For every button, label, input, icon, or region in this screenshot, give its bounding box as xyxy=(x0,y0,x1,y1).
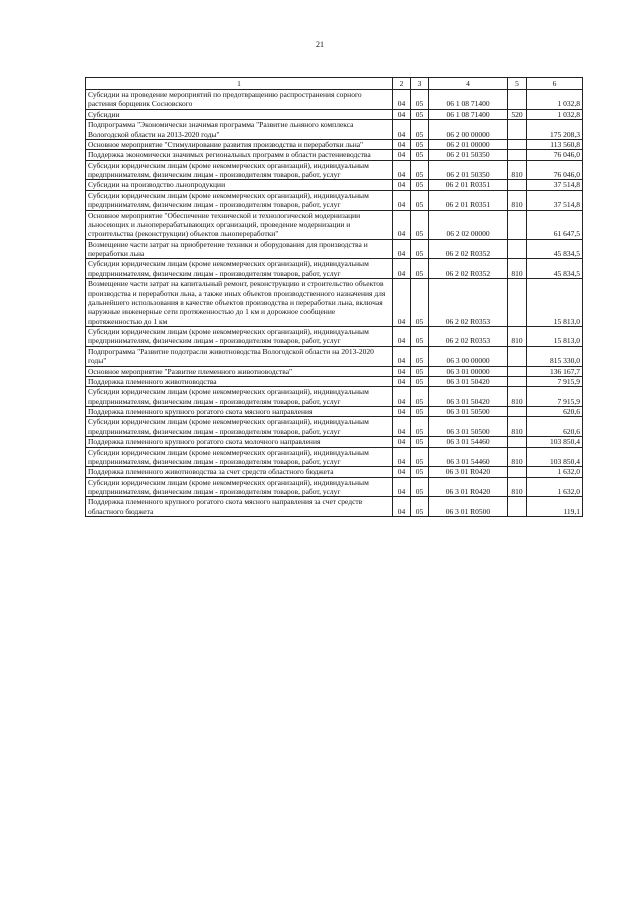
table-row xyxy=(86,139,583,149)
table-row xyxy=(86,210,583,239)
row-subsection-cell: 05 xyxy=(411,160,429,180)
row-subsection-cell: 05 xyxy=(411,120,429,140)
row-name-cell: Возмещение части затрат на капитальный ремонт, реконструкцию и строительство объектов производства и переработки льна, а также иных объектов производственного назначения для дальнейшего использования в качестве объектов производства и переработки льна, включая наружные инженерные сети протяженностью до 1 км и дорожное сообщение протяженностью до 1 км xyxy=(86,279,393,327)
row-name-cell: Подпрограмма "Развитие подотрасли животноводства Вологодской области на 2013-2020 годы" xyxy=(86,346,393,366)
table-row xyxy=(86,346,583,366)
row-target-code-cell: 06 3 01 50420 xyxy=(429,376,508,386)
row-target-code-cell: 06 2 02 00000 xyxy=(429,210,508,239)
budget-table-body xyxy=(86,78,583,517)
row-name-cell: Субсидии на производство льнопродукции xyxy=(86,180,393,190)
column-number-1: 1 xyxy=(86,78,393,90)
row-expense-type-cell: 810 xyxy=(508,447,527,467)
table-row xyxy=(86,407,583,417)
row-section-cell: 04 xyxy=(393,190,411,210)
row-amount-cell: 61 647,5 xyxy=(527,210,583,239)
row-subsection-cell: 05 xyxy=(411,139,429,149)
row-amount-cell: 1 032,8 xyxy=(527,90,583,110)
row-subsection-cell: 05 xyxy=(411,239,429,259)
row-expense-type-cell xyxy=(508,366,527,376)
row-subsection-cell: 05 xyxy=(411,477,429,497)
row-name-cell: Субсидии юридическим лицам (кроме некоммерческих организаций), индивидуальным предпринимателям, физическим лицам - производителям товаров, работ, услуг xyxy=(86,190,393,210)
row-name-cell: Основное мероприятие "Развитие племенного животноводства" xyxy=(86,366,393,376)
row-expense-type-cell xyxy=(508,407,527,417)
row-subsection-cell: 05 xyxy=(411,109,429,119)
row-amount-cell: 7 915,9 xyxy=(527,376,583,386)
row-expense-type-cell xyxy=(508,497,527,517)
row-section-cell: 04 xyxy=(393,387,411,407)
row-target-code-cell: 06 3 01 R0500 xyxy=(429,497,508,517)
column-number-row xyxy=(86,78,583,90)
row-name-cell: Субсидии юридическим лицам (кроме некоммерческих организаций), индивидуальным предпринимателям, физическим лицам - производителям товаров, работ, услуг xyxy=(86,327,393,347)
row-section-cell: 04 xyxy=(393,279,411,327)
row-amount-cell: 45 834,5 xyxy=(527,259,583,279)
row-name-cell: Субсидии юридическим лицам (кроме некоммерческих организаций), индивидуальным предпринимателям, физическим лицам - производителям товаров, работ, услуг xyxy=(86,477,393,497)
row-subsection-cell: 05 xyxy=(411,447,429,467)
row-name-cell: Поддержка экономически значимых региональных программ в области растениеводства xyxy=(86,150,393,160)
row-section-cell: 04 xyxy=(393,90,411,110)
table-row xyxy=(86,120,583,140)
row-target-code-cell: 06 2 02 R0353 xyxy=(429,327,508,347)
table-row xyxy=(86,327,583,347)
row-amount-cell: 103 850,4 xyxy=(527,437,583,447)
row-amount-cell: 815 330,0 xyxy=(527,346,583,366)
table-row xyxy=(86,239,583,259)
row-expense-type-cell: 810 xyxy=(508,387,527,407)
row-target-code-cell: 06 1 08 71400 xyxy=(429,90,508,110)
column-number-2: 2 xyxy=(393,78,411,90)
row-expense-type-cell xyxy=(508,437,527,447)
row-section-cell: 04 xyxy=(393,346,411,366)
row-target-code-cell: 06 2 02 R0352 xyxy=(429,239,508,259)
row-subsection-cell: 05 xyxy=(411,497,429,517)
row-subsection-cell: 05 xyxy=(411,150,429,160)
row-expense-type-cell: 810 xyxy=(508,259,527,279)
row-subsection-cell: 05 xyxy=(411,346,429,366)
table-row xyxy=(86,467,583,477)
column-number-6: 6 xyxy=(527,78,583,90)
row-name-cell: Субсидии юридическим лицам (кроме некоммерческих организаций), индивидуальным предпринимателям, физическим лицам - производителям товаров, работ, услуг xyxy=(86,417,393,437)
row-subsection-cell: 05 xyxy=(411,210,429,239)
row-section-cell: 04 xyxy=(393,210,411,239)
row-expense-type-cell xyxy=(508,346,527,366)
row-name-cell: Субсидии юридическим лицам (кроме некоммерческих организаций), индивидуальным предпринимателям, физическим лицам - производителям товаров, работ, услуг xyxy=(86,259,393,279)
row-amount-cell: 15 813,0 xyxy=(527,279,583,327)
row-name-cell: Основное мероприятие "Обеспечение технической и технологической модернизации льносеющих и льноперерабатывающих организаций, проведение модернизации и строительства (реконструкции) объектов льнопереработки" xyxy=(86,210,393,239)
row-target-code-cell: 06 3 01 50420 xyxy=(429,387,508,407)
row-subsection-cell: 05 xyxy=(411,387,429,407)
row-target-code-cell: 06 3 01 50500 xyxy=(429,417,508,437)
row-section-cell: 04 xyxy=(393,160,411,180)
row-name-cell: Субсидии юридическим лицам (кроме некоммерческих организаций), индивидуальным предпринимателям, физическим лицам - производителям товаров, работ, услуг xyxy=(86,160,393,180)
row-section-cell: 04 xyxy=(393,407,411,417)
row-name-cell: Поддержка племенного животноводства xyxy=(86,376,393,386)
row-target-code-cell: 06 3 01 00000 xyxy=(429,366,508,376)
row-amount-cell: 620,6 xyxy=(527,407,583,417)
row-target-code-cell: 06 2 02 R0353 xyxy=(429,279,508,327)
row-subsection-cell: 05 xyxy=(411,180,429,190)
table-row xyxy=(86,437,583,447)
row-amount-cell: 76 046,0 xyxy=(527,150,583,160)
row-section-cell: 04 xyxy=(393,497,411,517)
row-name-cell: Подпрограмма "Экономически значимая программа "Развитие льняного комплекса Вологодской области на 2013-2020 годы" xyxy=(86,120,393,140)
row-expense-type-cell xyxy=(508,139,527,149)
row-subsection-cell: 05 xyxy=(411,279,429,327)
row-name-cell: Субсидии xyxy=(86,109,393,119)
row-name-cell: Основное мероприятие "Стимулирование развития производства и переработки льна" xyxy=(86,139,393,149)
row-target-code-cell: 06 3 01 R0420 xyxy=(429,467,508,477)
table-row xyxy=(86,376,583,386)
row-subsection-cell: 05 xyxy=(411,90,429,110)
table-row xyxy=(86,417,583,437)
row-amount-cell: 103 850,4 xyxy=(527,447,583,467)
row-expense-type-cell xyxy=(508,376,527,386)
column-number-4: 4 xyxy=(429,78,508,90)
row-expense-type-cell xyxy=(508,90,527,110)
row-name-cell: Поддержка племенного крупного рогатого скота мясного направления за счет средств областного бюджета xyxy=(86,497,393,517)
row-subsection-cell: 05 xyxy=(411,437,429,447)
row-name-cell: Поддержка племенного животноводства за счет средств областного бюджета xyxy=(86,467,393,477)
row-target-code-cell: 06 3 01 54460 xyxy=(429,437,508,447)
row-section-cell: 04 xyxy=(393,109,411,119)
row-section-cell: 04 xyxy=(393,437,411,447)
row-subsection-cell: 05 xyxy=(411,259,429,279)
row-amount-cell: 45 834,5 xyxy=(527,239,583,259)
budget-table xyxy=(85,77,583,517)
row-section-cell: 04 xyxy=(393,139,411,149)
row-name-cell: Субсидии юридическим лицам (кроме некоммерческих организаций), индивидуальным предпринимателям, физическим лицам - производителям товаров, работ, услуг xyxy=(86,387,393,407)
table-row xyxy=(86,109,583,119)
row-section-cell: 04 xyxy=(393,467,411,477)
row-subsection-cell: 05 xyxy=(411,327,429,347)
table-row xyxy=(86,150,583,160)
row-subsection-cell: 05 xyxy=(411,376,429,386)
row-section-cell: 04 xyxy=(393,180,411,190)
row-target-code-cell: 06 3 00 00000 xyxy=(429,346,508,366)
row-amount-cell: 37 514,8 xyxy=(527,180,583,190)
row-name-cell: Поддержка племенного крупного рогатого скота молочного направления xyxy=(86,437,393,447)
row-amount-cell: 136 167,7 xyxy=(527,366,583,376)
row-section-cell: 04 xyxy=(393,239,411,259)
row-amount-cell: 37 514,8 xyxy=(527,190,583,210)
row-amount-cell: 119,1 xyxy=(527,497,583,517)
table-row xyxy=(86,366,583,376)
table-row xyxy=(86,180,583,190)
row-amount-cell: 175 208,3 xyxy=(527,120,583,140)
table-row xyxy=(86,497,583,517)
row-amount-cell: 76 046,0 xyxy=(527,160,583,180)
row-expense-type-cell xyxy=(508,279,527,327)
row-target-code-cell: 06 2 02 R0352 xyxy=(429,259,508,279)
row-expense-type-cell: 810 xyxy=(508,417,527,437)
row-expense-type-cell xyxy=(508,120,527,140)
row-expense-type-cell xyxy=(508,239,527,259)
row-amount-cell: 620,6 xyxy=(527,417,583,437)
row-expense-type-cell: 520 xyxy=(508,109,527,119)
row-expense-type-cell xyxy=(508,150,527,160)
table-row xyxy=(86,447,583,467)
row-expense-type-cell: 810 xyxy=(508,160,527,180)
row-subsection-cell: 05 xyxy=(411,366,429,376)
row-target-code-cell: 06 3 01 R0420 xyxy=(429,477,508,497)
row-section-cell: 04 xyxy=(393,477,411,497)
page-number: 21 xyxy=(316,40,324,49)
row-amount-cell: 7 915,9 xyxy=(527,387,583,407)
table-row xyxy=(86,90,583,110)
row-subsection-cell: 05 xyxy=(411,467,429,477)
row-target-code-cell: 06 2 01 R0351 xyxy=(429,180,508,190)
row-amount-cell: 1 632,0 xyxy=(527,477,583,497)
row-expense-type-cell: 810 xyxy=(508,477,527,497)
table-row xyxy=(86,279,583,327)
table-row xyxy=(86,259,583,279)
row-subsection-cell: 05 xyxy=(411,407,429,417)
row-name-cell: Поддержка племенного крупного рогатого скота мясного направления xyxy=(86,407,393,417)
row-section-cell: 04 xyxy=(393,366,411,376)
row-name-cell: Субсидии юридическим лицам (кроме некоммерческих организаций), индивидуальным предпринимателям, физическим лицам - производителям товаров, работ, услуг xyxy=(86,447,393,467)
row-expense-type-cell xyxy=(508,180,527,190)
row-target-code-cell: 06 3 01 54460 xyxy=(429,447,508,467)
column-number-3: 3 xyxy=(411,78,429,90)
row-expense-type-cell xyxy=(508,467,527,477)
row-name-cell: Субсидии на проведение мероприятий по предотвращению распространения сорного растения борщевик Сосновского xyxy=(86,90,393,110)
row-amount-cell: 113 560,8 xyxy=(527,139,583,149)
row-section-cell: 04 xyxy=(393,120,411,140)
row-section-cell: 04 xyxy=(393,259,411,279)
table-row xyxy=(86,190,583,210)
row-section-cell: 04 xyxy=(393,447,411,467)
row-section-cell: 04 xyxy=(393,150,411,160)
table-row xyxy=(86,477,583,497)
row-amount-cell: 1 032,8 xyxy=(527,109,583,119)
row-target-code-cell: 06 2 01 00000 xyxy=(429,139,508,149)
row-section-cell: 04 xyxy=(393,327,411,347)
row-expense-type-cell: 810 xyxy=(508,327,527,347)
row-section-cell: 04 xyxy=(393,376,411,386)
table-row xyxy=(86,160,583,180)
row-target-code-cell: 06 2 01 R0351 xyxy=(429,190,508,210)
row-subsection-cell: 05 xyxy=(411,417,429,437)
table-row xyxy=(86,387,583,407)
row-target-code-cell: 06 2 00 00000 xyxy=(429,120,508,140)
row-section-cell: 04 xyxy=(393,417,411,437)
row-target-code-cell: 06 1 08 71400 xyxy=(429,109,508,119)
row-target-code-cell: 06 2 01 50350 xyxy=(429,150,508,160)
row-name-cell: Возмещение части затрат на приобретение техники и оборудования для производства и переработки льна xyxy=(86,239,393,259)
column-number-5: 5 xyxy=(508,78,527,90)
row-target-code-cell: 06 3 01 50500 xyxy=(429,407,508,417)
row-expense-type-cell: 810 xyxy=(508,190,527,210)
row-amount-cell: 15 813,0 xyxy=(527,327,583,347)
row-expense-type-cell xyxy=(508,210,527,239)
row-subsection-cell: 05 xyxy=(411,190,429,210)
row-amount-cell: 1 632,0 xyxy=(527,467,583,477)
row-target-code-cell: 06 2 01 50350 xyxy=(429,160,508,180)
